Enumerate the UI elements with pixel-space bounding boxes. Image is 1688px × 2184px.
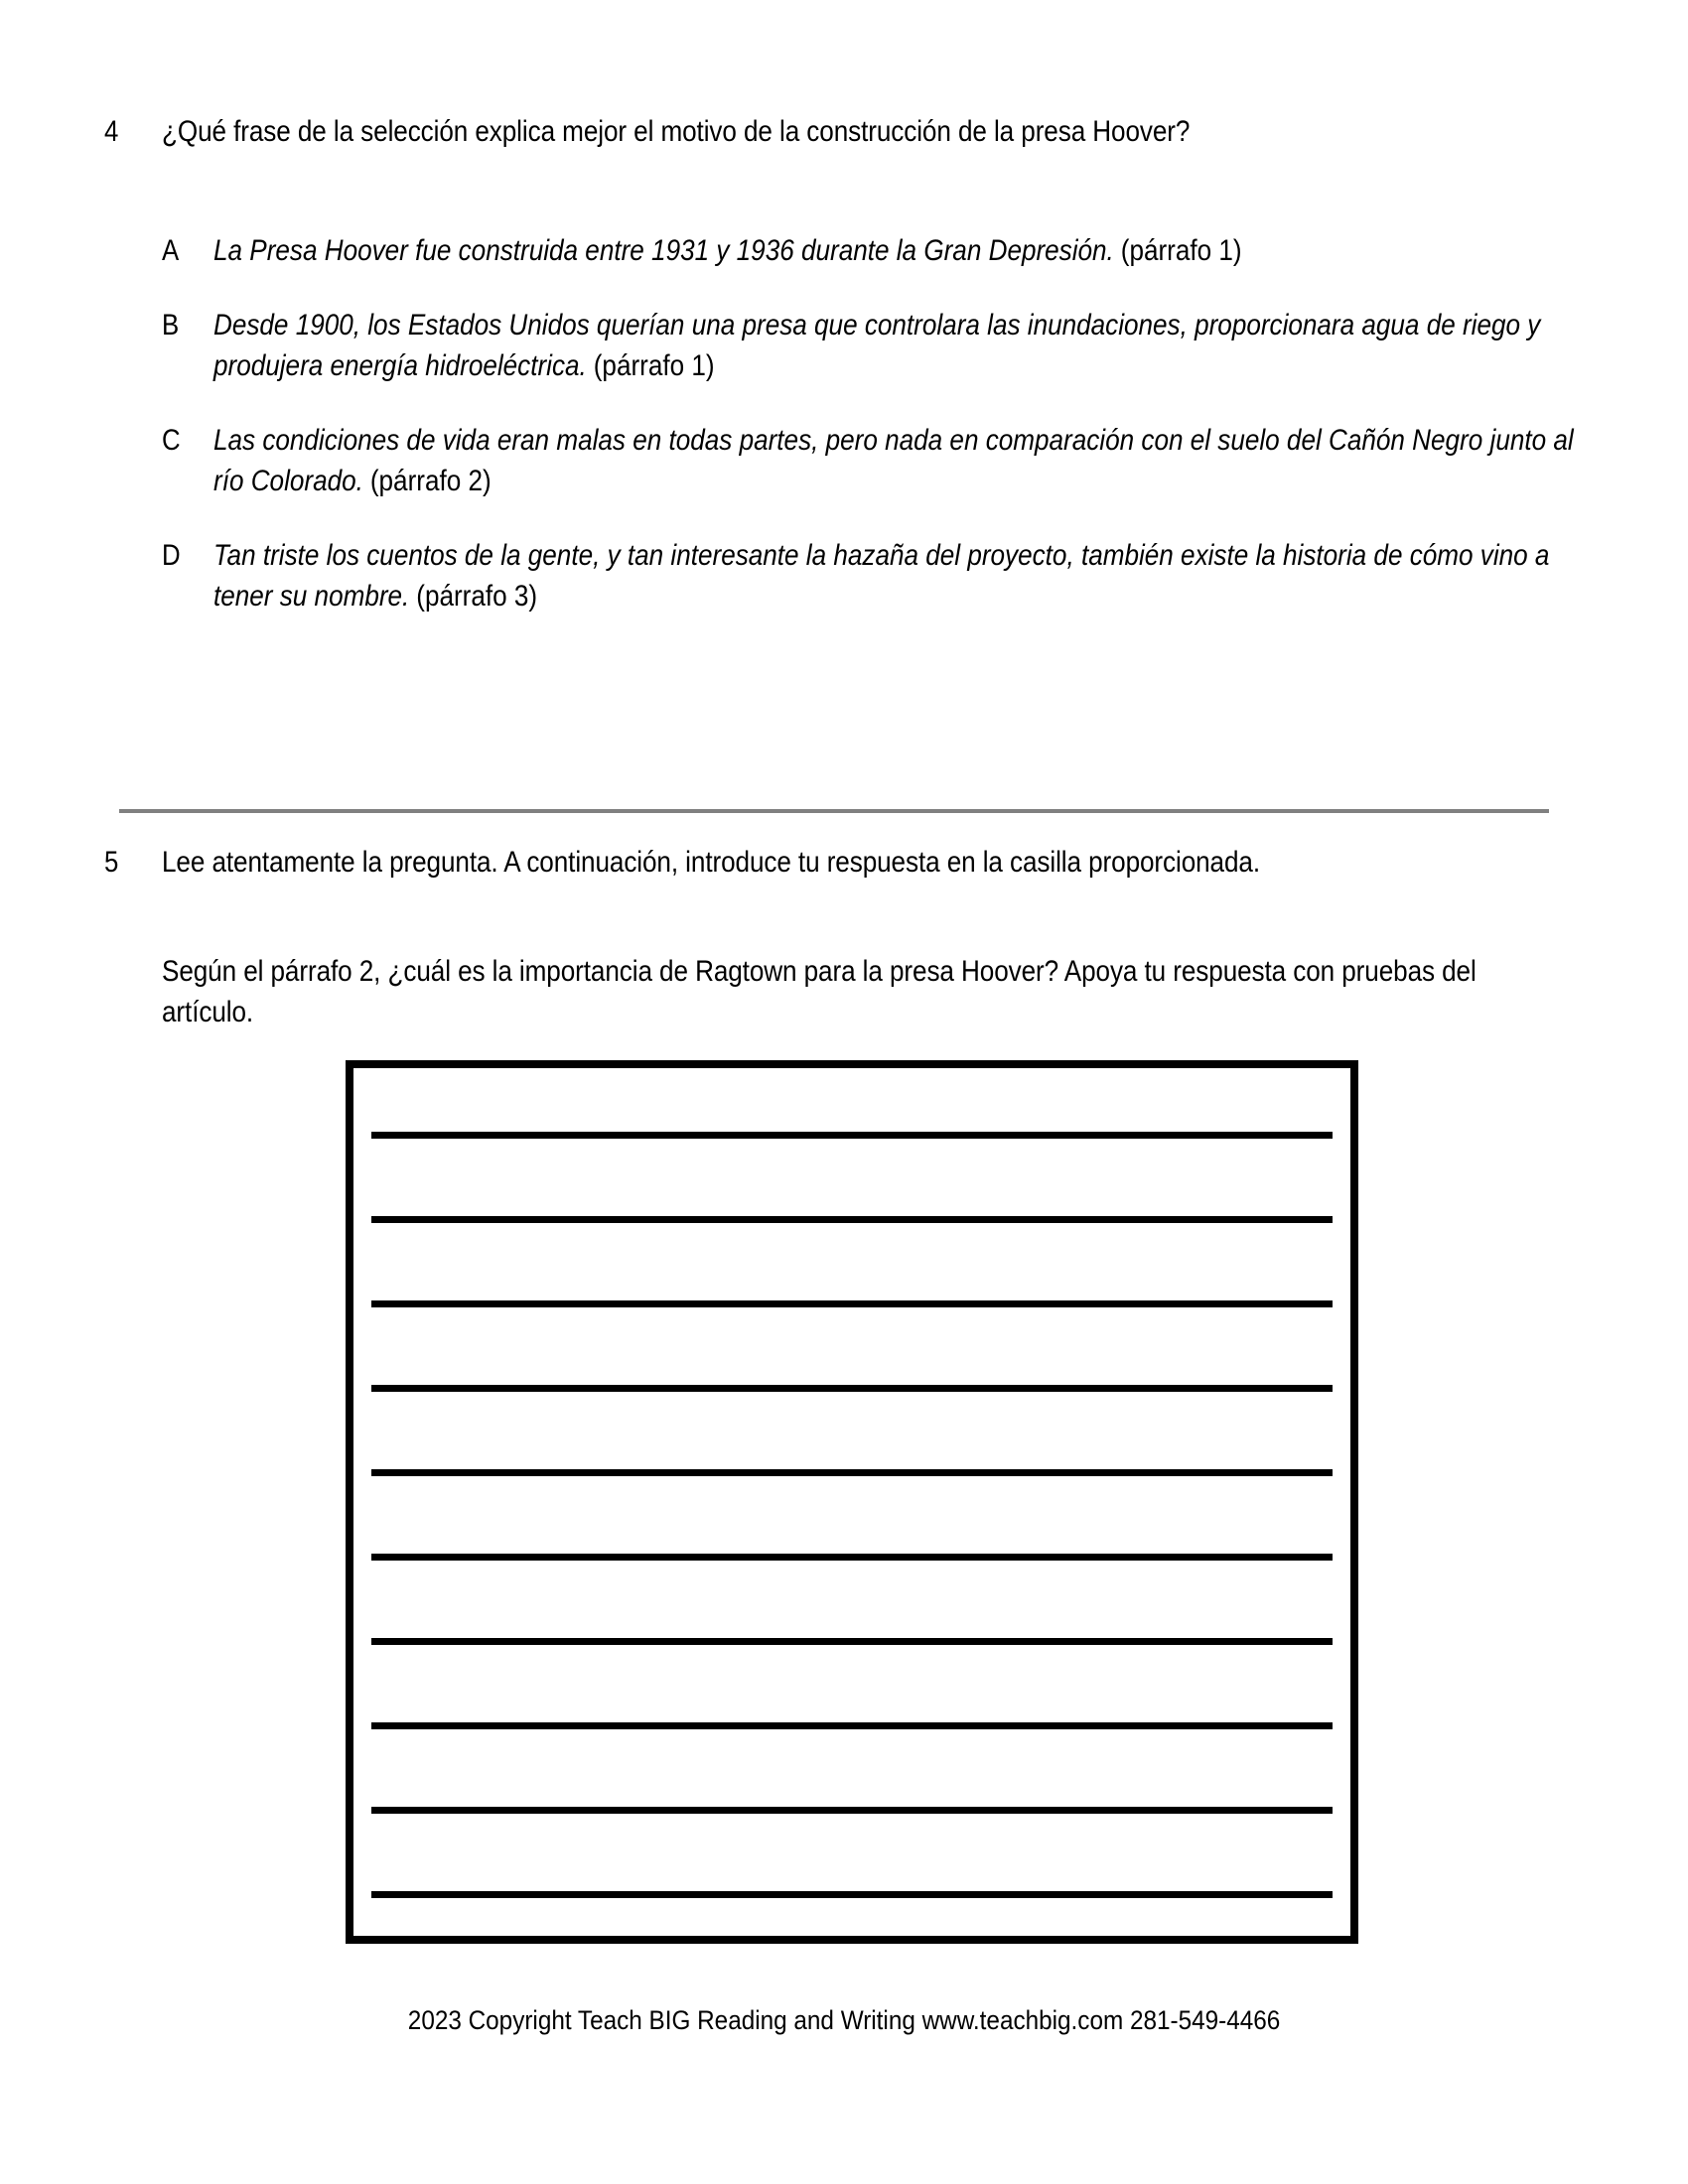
option-c-text (213, 420, 1592, 501)
question-5-prompt: Según el párrafo 2, ¿cuál es la importancia de Ragtown para la presa Hoover? Apoya tu respuesta con pruebas del artículo. (162, 955, 1477, 1028)
writing-line (371, 1300, 1333, 1307)
writing-line (371, 1807, 1333, 1814)
option-b-quote: Desde 1900, los Estados Unidos querían una presa que controlara las inundaciones, proporcionara agua de riego y produjera energía hidroeléctrica. (213, 309, 1541, 382)
copyright-text: 2023 Copyright Teach BIG Reading and Writing www.teachbig.com 281-549-4466 (407, 2005, 1281, 2035)
option-b-text (213, 305, 1592, 386)
option-d-reference: (párrafo 3) (416, 580, 538, 613)
option-b-letter: B (162, 309, 180, 341)
question-4-number: 4 (104, 115, 119, 148)
option-d-quote: Tan triste los cuentos de la gente, y tan interesante la hazaña del proyecto, también existe la historia de cómo vino a tener su nombre. (213, 539, 1550, 613)
writing-line (371, 1722, 1333, 1729)
writing-line (371, 1385, 1333, 1392)
writing-line (371, 1132, 1333, 1139)
option-b[interactable] (162, 305, 1592, 386)
option-c-reference: (párrafo 2) (369, 465, 492, 497)
writing-line (371, 1638, 1333, 1645)
option-d[interactable] (162, 535, 1592, 616)
option-a-quote: La Presa Hoover fue construida entre 1931 y 1936 durante la Gran Depresión. (213, 234, 1114, 267)
option-d-text (213, 535, 1592, 616)
section-divider (119, 809, 1549, 813)
option-a-letter: A (162, 234, 180, 267)
question-4-options (162, 230, 1592, 616)
option-c[interactable] (162, 420, 1592, 501)
option-b-reference: (párrafo 1) (593, 349, 715, 382)
answer-lines (371, 1132, 1333, 1898)
option-d-letter: D (162, 539, 181, 572)
question-5-number: 5 (104, 846, 119, 879)
option-a[interactable] (162, 230, 1592, 271)
copyright-footer (0, 2003, 1688, 2037)
option-a-reference: (párrafo 1) (1120, 234, 1242, 267)
option-c-quote: Las condiciones de vida eran malas en todas partes, pero nada en comparación con el suelo del Cañón Negro junto al río Colorado. (213, 424, 1574, 497)
question-5-instruction-row (104, 842, 1584, 883)
option-a-text (213, 230, 1592, 271)
option-c-letter: C (162, 424, 181, 457)
writing-line (371, 1469, 1333, 1476)
question-4-stem: ¿Qué frase de la selección explica mejor el motivo de la construcción de la presa Hoover? (162, 115, 1191, 148)
question-4-stem-row (104, 111, 1584, 152)
writing-line (371, 1554, 1333, 1561)
writing-line (371, 1216, 1333, 1223)
question-5-prompt-row (162, 951, 1482, 1032)
writing-line (371, 1891, 1333, 1898)
question-5-instruction: Lee atentamente la pregunta. A continuación, introduce tu respuesta en la casilla proporcionada. (162, 846, 1261, 879)
answer-box[interactable] (346, 1060, 1358, 1944)
